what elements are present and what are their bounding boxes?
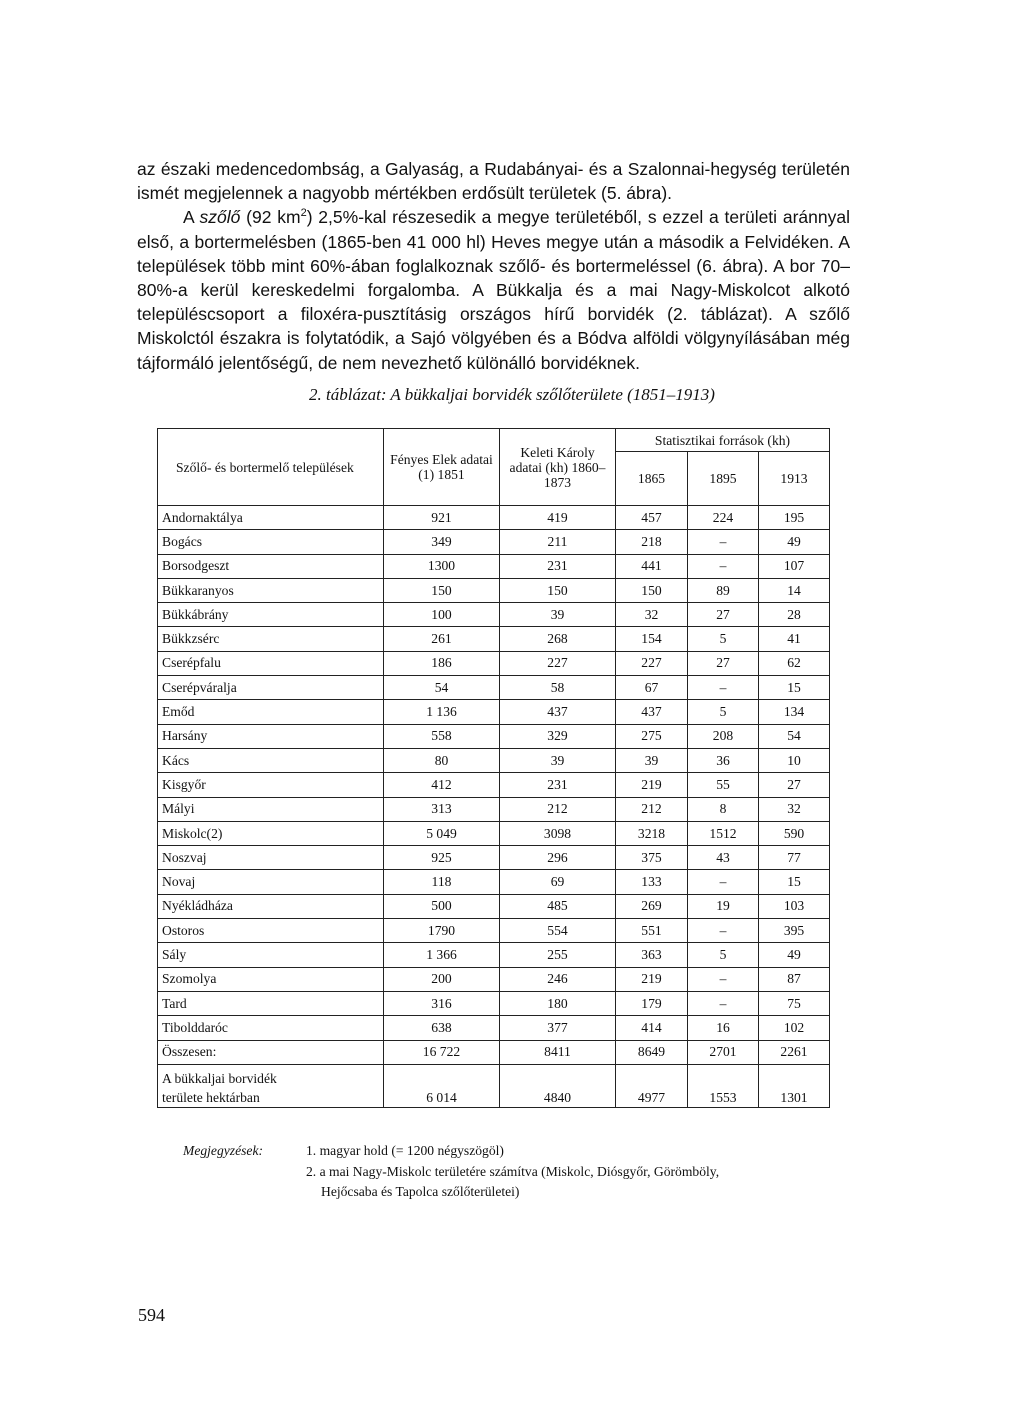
row-label: Kisgyőr bbox=[158, 773, 384, 797]
cell-value: 107 bbox=[759, 554, 830, 578]
page-number: 594 bbox=[138, 1305, 165, 1325]
row-label: Cserépváralja bbox=[158, 676, 384, 700]
cell-value: 69 bbox=[500, 870, 616, 894]
cell-value: 261 bbox=[384, 627, 500, 651]
cell-value: 150 bbox=[384, 578, 500, 602]
header-year-1913: 1913 bbox=[759, 452, 830, 506]
cell-value: – bbox=[688, 554, 759, 578]
cell-value: 28 bbox=[759, 603, 830, 627]
cell-value: 14 bbox=[759, 578, 830, 602]
header-year-1895: 1895 bbox=[688, 452, 759, 506]
cell-value: – bbox=[688, 870, 759, 894]
row-label: Tard bbox=[158, 991, 384, 1015]
cell-value: 269 bbox=[616, 894, 688, 918]
cell-value: – bbox=[688, 967, 759, 991]
cell-value: 39 bbox=[500, 603, 616, 627]
cell-value: 49 bbox=[759, 943, 830, 967]
cell-value: – bbox=[688, 919, 759, 943]
cell-value: 43 bbox=[688, 846, 759, 870]
cell-value: 15 bbox=[759, 676, 830, 700]
row-label: Sály bbox=[158, 943, 384, 967]
table-row bbox=[158, 1040, 830, 1064]
cell-value: 133 bbox=[616, 870, 688, 894]
row-label-line-2: területe hektárban bbox=[162, 1089, 260, 1105]
cell-value: 87 bbox=[759, 967, 830, 991]
header-statistical-sources: Statisztikai források (kh) bbox=[616, 429, 830, 452]
cell-value: – bbox=[688, 991, 759, 1015]
cell-value: 75 bbox=[759, 991, 830, 1015]
cell-value: 375 bbox=[616, 846, 688, 870]
cell-value: 268 bbox=[500, 627, 616, 651]
cell-value: 275 bbox=[616, 724, 688, 748]
cell-value: 150 bbox=[616, 578, 688, 602]
cell-value: 154 bbox=[616, 627, 688, 651]
cell-value: 224 bbox=[688, 506, 759, 530]
cell-value: 1790 bbox=[384, 919, 500, 943]
table-row bbox=[158, 943, 830, 967]
cell-value: 231 bbox=[500, 554, 616, 578]
cell-value: 227 bbox=[616, 651, 688, 675]
cell-value: 179 bbox=[616, 991, 688, 1015]
cell-value: 16 bbox=[688, 1016, 759, 1040]
header-fenyes: Fényes Elek adatai (1) 1851 bbox=[384, 429, 500, 506]
row-label: Andornaktálya bbox=[158, 506, 384, 530]
header-keleti: Keleti Károly adatai (kh) 1860–1873 bbox=[500, 429, 616, 506]
cell-value: 54 bbox=[384, 676, 500, 700]
cell-value: 551 bbox=[616, 919, 688, 943]
cell-value: 62 bbox=[759, 651, 830, 675]
cell-value: 67 bbox=[616, 676, 688, 700]
cell-value: – bbox=[688, 530, 759, 554]
cell-value: 89 bbox=[688, 578, 759, 602]
cell-value: 419 bbox=[500, 506, 616, 530]
row-label: Bükkábrány bbox=[158, 603, 384, 627]
cell-value: 437 bbox=[500, 700, 616, 724]
cell-value: 377 bbox=[500, 1016, 616, 1040]
table-row bbox=[158, 967, 830, 991]
cell-value: 186 bbox=[384, 651, 500, 675]
row-label: Szomolya bbox=[158, 967, 384, 991]
table-row bbox=[158, 627, 830, 651]
table-caption: 2. táblázat: A bükkaljai borvidék szőlőterülete (1851–1913) bbox=[309, 385, 715, 404]
cell-value: 5 bbox=[688, 627, 759, 651]
cell-value: 554 bbox=[500, 919, 616, 943]
cell-value: 638 bbox=[384, 1016, 500, 1040]
cell-value: 212 bbox=[500, 797, 616, 821]
cell-value: 41 bbox=[759, 627, 830, 651]
paragraph-2-mid: (92 km bbox=[240, 207, 301, 228]
cell-value: 1300 bbox=[384, 554, 500, 578]
table-row bbox=[158, 846, 830, 870]
table-row bbox=[158, 506, 830, 530]
cell-value: 218 bbox=[616, 530, 688, 554]
cell-value: 134 bbox=[759, 700, 830, 724]
note-2-line-1: 2. a mai Nagy-Miskolc területére számítva (Miskolc, Diósgyőr, Görömböly, bbox=[306, 1163, 720, 1179]
cell-value: 219 bbox=[616, 773, 688, 797]
cell-value: 231 bbox=[500, 773, 616, 797]
row-label: Mályi bbox=[158, 797, 384, 821]
cell-value: 925 bbox=[384, 846, 500, 870]
cell-value: 414 bbox=[616, 1016, 688, 1040]
cell-value: 4840 bbox=[500, 1064, 616, 1107]
cell-value: 412 bbox=[384, 773, 500, 797]
cell-value: 200 bbox=[384, 967, 500, 991]
table-row-area-hectares bbox=[158, 1064, 830, 1107]
cell-value: 329 bbox=[500, 724, 616, 748]
cell-value: 2261 bbox=[759, 1040, 830, 1064]
cell-value: 3098 bbox=[500, 821, 616, 845]
cell-value: 590 bbox=[759, 821, 830, 845]
table-row bbox=[158, 894, 830, 918]
vineyard-table bbox=[157, 428, 830, 1108]
paragraph-2-pre: A bbox=[183, 207, 200, 228]
cell-value: 16 722 bbox=[384, 1040, 500, 1064]
cell-value: 5 049 bbox=[384, 821, 500, 845]
cell-value: 49 bbox=[759, 530, 830, 554]
cell-value: 8649 bbox=[616, 1040, 688, 1064]
cell-value: 8411 bbox=[500, 1040, 616, 1064]
row-label: Bükkaranyos bbox=[158, 578, 384, 602]
cell-value: 77 bbox=[759, 846, 830, 870]
cell-value: 32 bbox=[616, 603, 688, 627]
cell-value: 395 bbox=[759, 919, 830, 943]
table-row bbox=[158, 1016, 830, 1040]
table-row bbox=[158, 700, 830, 724]
row-label: Emőd bbox=[158, 700, 384, 724]
cell-value: 2701 bbox=[688, 1040, 759, 1064]
table-row bbox=[158, 724, 830, 748]
cell-value: 212 bbox=[616, 797, 688, 821]
paragraph-2-italic: szőlő bbox=[199, 207, 241, 228]
paragraph-1: az északi medencedombság, a Galyaság, a Rudabányai- és a Szalonnai-hegység területén ismét megjelennek a nagyobb mértékben erdősült területek (5. ábra). bbox=[137, 159, 850, 204]
cell-value: 195 bbox=[759, 506, 830, 530]
cell-value: 39 bbox=[500, 748, 616, 772]
cell-value: 5 bbox=[688, 700, 759, 724]
cell-value: 27 bbox=[759, 773, 830, 797]
row-label: Kács bbox=[158, 748, 384, 772]
cell-value: 3218 bbox=[616, 821, 688, 845]
cell-value: 296 bbox=[500, 846, 616, 870]
row-label: Bogács bbox=[158, 530, 384, 554]
note-1: 1. magyar hold (= 1200 négyszögöl) bbox=[306, 1143, 504, 1158]
table-row bbox=[158, 773, 830, 797]
table-row bbox=[158, 991, 830, 1015]
notes-items bbox=[306, 1141, 846, 1203]
row-label: Nyékládháza bbox=[158, 894, 384, 918]
cell-value: 80 bbox=[384, 748, 500, 772]
row-label: Cserépfalu bbox=[158, 651, 384, 675]
header-year-1865: 1865 bbox=[616, 452, 688, 506]
row-label: Ostoros bbox=[158, 919, 384, 943]
cell-value: 5 bbox=[688, 943, 759, 967]
row-label-line-1: A bükkaljai borvidék bbox=[162, 1070, 277, 1086]
cell-value: 15 bbox=[759, 870, 830, 894]
paragraph-2-post: ) 2,5%-kal részesedik a megye területéből, s ezzel a területi aránnyal első, a bortermelésben (1865-ben 41 000 hl) Heves megye után a második a Felvidéken. A települések több mint 60%-ában foglalkoznak szőlő- és bortermeléssel (6. ábra). A bor 70–80%-a kerül kereskedelmi forgalomba. A Bükkalja és a mai Nagy-Miskolcot alkotó településcsoport a filoxéra-pusztításig országos hírű borvidék (2. táblázat). A szőlő Miskolctól északra is folytatódik, a Sajó völgyében és a Bódva alföldi völgynyílásában még tájformáló jelentőségű, de nem nevezhető különálló borvidéknek. bbox=[137, 207, 850, 373]
cell-value: 485 bbox=[500, 894, 616, 918]
cell-value: 1512 bbox=[688, 821, 759, 845]
cell-value: 457 bbox=[616, 506, 688, 530]
cell-value: 437 bbox=[616, 700, 688, 724]
cell-value: 6 014 bbox=[384, 1064, 500, 1107]
cell-value: 558 bbox=[384, 724, 500, 748]
cell-value: 4977 bbox=[616, 1064, 688, 1107]
cell-value: 27 bbox=[688, 603, 759, 627]
cell-value: 36 bbox=[688, 748, 759, 772]
row-label: Tibolddaróc bbox=[158, 1016, 384, 1040]
cell-value: 1 366 bbox=[384, 943, 500, 967]
table-row bbox=[158, 797, 830, 821]
cell-value: 180 bbox=[500, 991, 616, 1015]
row-label: Miskolc(2) bbox=[158, 821, 384, 845]
cell-value: 32 bbox=[759, 797, 830, 821]
cell-value: 349 bbox=[384, 530, 500, 554]
paragraph-2 bbox=[137, 205, 850, 374]
table-row bbox=[158, 919, 830, 943]
table-row bbox=[158, 554, 830, 578]
cell-value: 441 bbox=[616, 554, 688, 578]
cell-value: 19 bbox=[688, 894, 759, 918]
cell-value: 1301 bbox=[759, 1064, 830, 1107]
cell-value: 54 bbox=[759, 724, 830, 748]
row-label: Novaj bbox=[158, 870, 384, 894]
cell-value: 103 bbox=[759, 894, 830, 918]
cell-value: 118 bbox=[384, 870, 500, 894]
table-row bbox=[158, 821, 830, 845]
row-label: Harsány bbox=[158, 724, 384, 748]
cell-value: 39 bbox=[616, 748, 688, 772]
cell-value: 102 bbox=[759, 1016, 830, 1040]
body-text bbox=[137, 157, 850, 375]
cell-value: 8 bbox=[688, 797, 759, 821]
cell-value: 1 136 bbox=[384, 700, 500, 724]
cell-value: 316 bbox=[384, 991, 500, 1015]
table-row bbox=[158, 651, 830, 675]
cell-value: – bbox=[688, 676, 759, 700]
row-label: Borsodgeszt bbox=[158, 554, 384, 578]
cell-value: 208 bbox=[688, 724, 759, 748]
table-row bbox=[158, 578, 830, 602]
table-row bbox=[158, 676, 830, 700]
cell-value: 500 bbox=[384, 894, 500, 918]
cell-value: 55 bbox=[688, 773, 759, 797]
row-label: Bükkzsérc bbox=[158, 627, 384, 651]
row-label bbox=[158, 1064, 384, 1107]
notes-label: Megjegyzések: bbox=[183, 1143, 264, 1158]
cell-value: 246 bbox=[500, 967, 616, 991]
cell-value: 1553 bbox=[688, 1064, 759, 1107]
cell-value: 313 bbox=[384, 797, 500, 821]
cell-value: 921 bbox=[384, 506, 500, 530]
cell-value: 227 bbox=[500, 651, 616, 675]
table-row bbox=[158, 870, 830, 894]
header-settlements: Szőlő- és bortermelő települések bbox=[158, 429, 384, 506]
cell-value: 58 bbox=[500, 676, 616, 700]
note-2-line-2: Hejőcsaba és Tapolca szőlőterületei) bbox=[321, 1184, 520, 1199]
row-label: Noszvaj bbox=[158, 846, 384, 870]
cell-value: 27 bbox=[688, 651, 759, 675]
cell-value: 100 bbox=[384, 603, 500, 627]
table-row bbox=[158, 603, 830, 627]
table-row bbox=[158, 530, 830, 554]
table-row bbox=[158, 748, 830, 772]
table-body bbox=[158, 506, 830, 1108]
cell-value: 255 bbox=[500, 943, 616, 967]
cell-value: 150 bbox=[500, 578, 616, 602]
cell-value: 219 bbox=[616, 967, 688, 991]
paragraph-2-sup: 2 bbox=[300, 207, 307, 220]
cell-value: 10 bbox=[759, 748, 830, 772]
cell-value: 363 bbox=[616, 943, 688, 967]
row-label: Összesen: bbox=[158, 1040, 384, 1064]
cell-value: 211 bbox=[500, 530, 616, 554]
